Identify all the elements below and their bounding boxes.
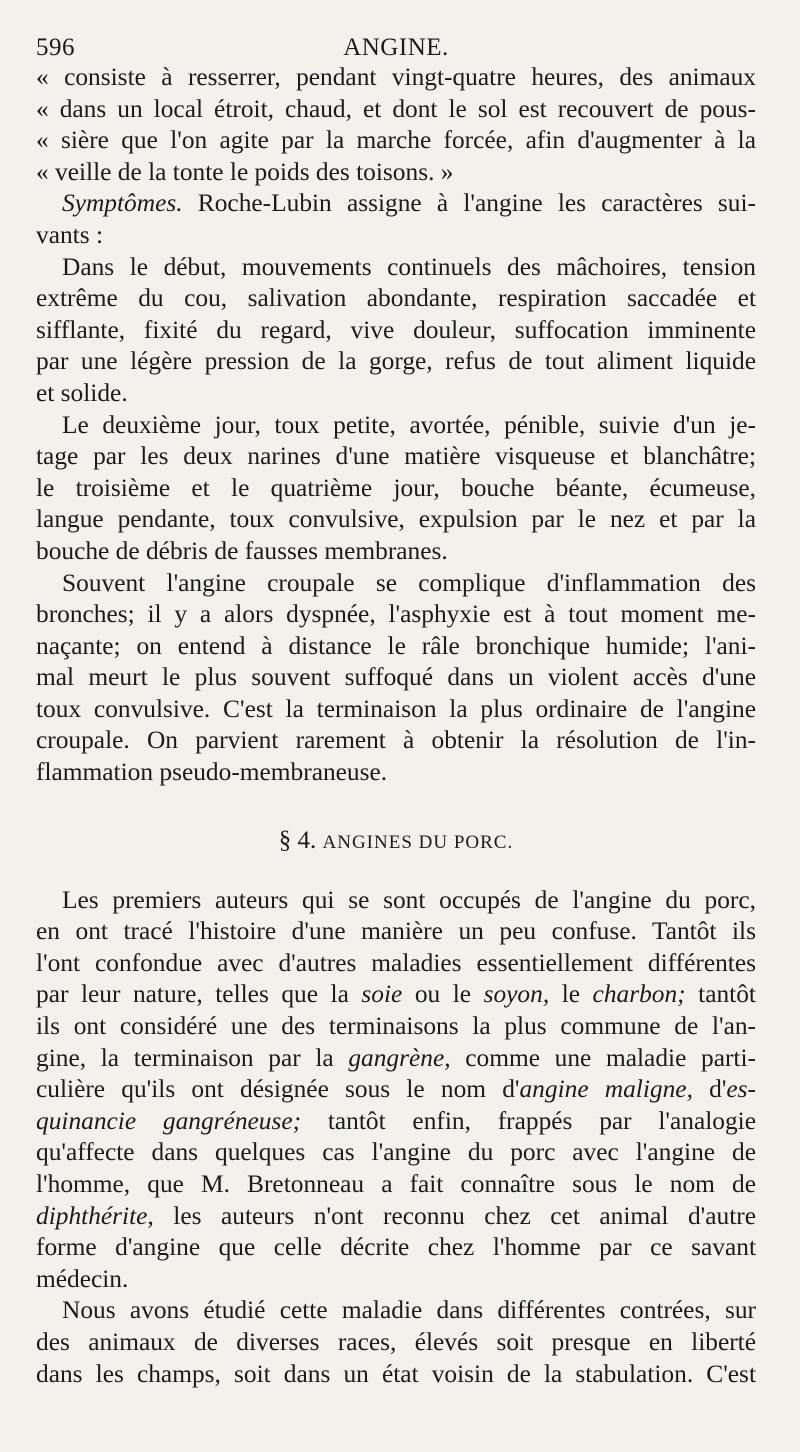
text-line: langue pendante, toux convulsive, expulsion par le nez et par la: [36, 505, 756, 534]
text-run: ou le: [402, 980, 484, 1009]
text-line: Dans le début, mouvements continuels des mâchoires, tension: [62, 252, 756, 281]
text-run: gine, la terminaison par la: [36, 1043, 349, 1072]
text-line: médecin.: [36, 1264, 129, 1293]
text-run: Roche-Lubin assigne à l'angine les caractères sui-: [182, 189, 756, 218]
text-run: tantôt: [685, 980, 756, 1009]
paragraph-souvent: [36, 568, 756, 789]
paragraph-nous: [36, 1295, 756, 1390]
text-line: « veille de la tonte le poids des toisons. »: [36, 157, 454, 186]
text-line: par une légère pression de la gorge, refus de tout aliment liquide: [36, 347, 756, 376]
italic-term: gangrène,: [348, 1043, 451, 1072]
text-line: mal meurt le plus souvent suffoqué dans un violent accès d'une: [36, 663, 756, 692]
text-line: toux convulsive. C'est la terminaison la plus ordinaire de l'angine: [36, 694, 756, 723]
text-line: sifflante, fixité du regard, vive douleur, suffocation imminente: [36, 315, 756, 344]
text-line: croupale. On parvient rarement à obtenir la résolution de l'in-: [36, 726, 756, 755]
text-run: par leur nature, telles que la: [36, 980, 362, 1009]
running-title: ANGINE.: [343, 34, 449, 61]
text-line: en ont tracé l'histoire d'une manière un peu confuse. Tantôt ils: [36, 917, 756, 946]
text-line: des animaux de diverses races, élevés soit presque en liberté: [36, 1327, 756, 1356]
text-line: extrême du cou, salivation abondante, respiration saccadée et: [36, 284, 756, 313]
section-heading: [36, 827, 756, 855]
italic-term: soyon,: [483, 980, 550, 1009]
italic-term: quinancie gangréneuse;: [36, 1106, 302, 1135]
quote-block: [36, 62, 756, 188]
text-line: vants :: [36, 220, 103, 249]
page-header: [36, 28, 756, 62]
text-line: l'homme, que M. Bretonneau a fait connaître sous le nom de: [36, 1170, 756, 1198]
page-number: 596: [36, 34, 75, 61]
text-line: qu'affecte dans quelques cas l'angine du porc avec l'angine de: [36, 1138, 756, 1167]
italic-term: es-: [726, 1075, 757, 1104]
paragraph-deuxieme: [36, 410, 756, 568]
text-run: d': [692, 1075, 727, 1104]
text-run: tantôt enfin, frappés par l'analogie: [301, 1106, 757, 1135]
section-number: § 4.: [278, 826, 317, 854]
text-run: comme une maladie parti-: [450, 1043, 756, 1072]
text-line: Le deuxième jour, toux petite, avortée, pénible, suivie d'un je-: [62, 410, 756, 439]
paragraph-premiers: [36, 885, 756, 1296]
text-line: [36, 1201, 756, 1233]
text-line: [36, 979, 756, 1011]
italic-term: diphthérite,: [36, 1201, 154, 1230]
text-line: Les premiers auteurs qui se sont occupés de l'angine du porc,: [62, 885, 756, 914]
text-line: dans les champs, soit dans un état voisin de la stabulation. C'est: [36, 1359, 756, 1388]
text-line: « sière que l'on agite par la marche forcée, afin d'augmenter à la: [36, 126, 756, 155]
italic-term: angine maligne,: [519, 1075, 693, 1104]
text-run: culière qu'ils ont désignée sous le nom d': [36, 1075, 520, 1104]
paragraph-debut: [36, 252, 756, 410]
text-line: [36, 1043, 756, 1075]
text-line: le troisième et le quatrième jour, bouche béante, écumeuse,: [36, 473, 756, 502]
text-line: l'ont confondue avec d'autres maladies essentiellement différentes: [36, 948, 756, 977]
symptomes-paragraph: [36, 188, 756, 251]
symptomes-label: Symptômes.: [62, 189, 183, 218]
text-run: les auteurs n'ont reconnu chez cet animal d'autre: [153, 1201, 756, 1230]
text-line: [36, 1106, 756, 1138]
text-line: Souvent l'angine croupale se complique d'inflammation des: [62, 568, 756, 597]
text-line: [36, 188, 756, 220]
italic-term: soie: [361, 980, 403, 1009]
text-line: [36, 1074, 756, 1106]
text-run: le: [549, 980, 593, 1009]
text-line: Nous avons étudié cette maladie dans différentes contrées, sur: [62, 1296, 756, 1325]
text-line: ils ont considéré une des terminaisons la plus commune de l'an-: [36, 1012, 756, 1041]
text-line: forme d'angine que celle décrite chez l'homme par ce savant: [36, 1233, 756, 1262]
text-line: et solide.: [36, 378, 128, 407]
italic-term: charbon;: [592, 980, 686, 1009]
text-line: tage par les deux narines d'une matière visqueuse et blanchâtre;: [36, 442, 756, 471]
text-line: naçante; on entend à distance le râle bronchique humide; l'ani-: [36, 631, 756, 660]
section-title: ANGINES DU PORC.: [322, 831, 514, 853]
text-line: bronches; il y a alors dyspnée, l'asphyxie est à tout moment me-: [36, 600, 756, 629]
text-line: bouche de débris de fausses membranes.: [36, 536, 448, 565]
text-line: « dans un local étroit, chaud, et dont le sol est recouvert de pous-: [36, 94, 756, 123]
text-line: « consiste à resserrer, pendant vingt-quatre heures, des animaux: [36, 63, 756, 91]
text-line: flammation pseudo-membraneuse.: [36, 758, 388, 787]
